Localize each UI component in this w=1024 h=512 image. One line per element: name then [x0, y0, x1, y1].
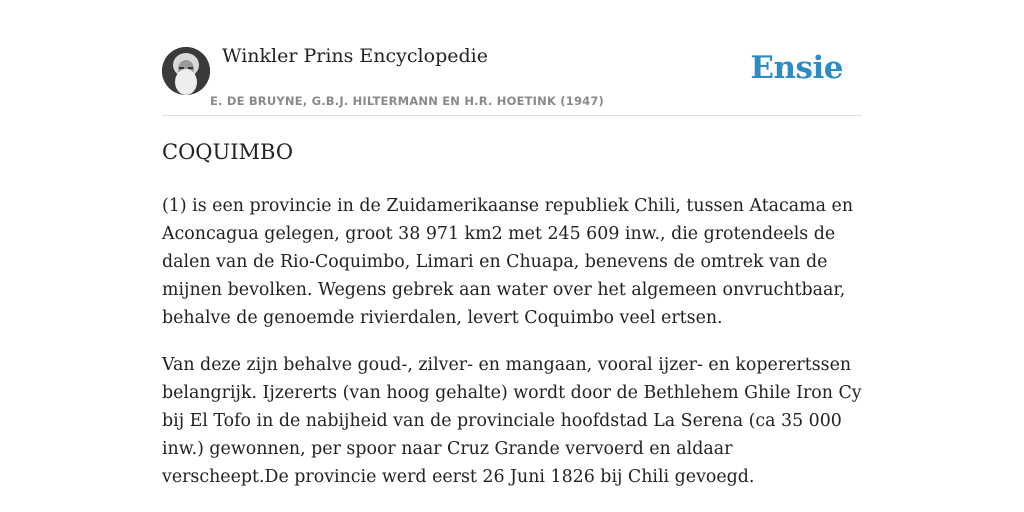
- article-paragraph: (1) is een provincie in de Zuidamerikaanse republiek Chili, tussen Atacama en Aconcagua gelegen, groot 38 971 km2 met 245 609 inw., die grotendeels de dalen van de Rio-Coquimbo, Limari en Chuapa, benevens de omtrek van de mijnen bevolken. Wegens gebrek aan water over het algemeen onvruchtbaar, behalve de genoemde rivierdalen, levert Coquimbo veel ertsen.: [162, 196, 854, 328]
- author-portrait-icon: [162, 47, 210, 95]
- article-title: COQUIMBO: [162, 140, 294, 164]
- article-body: [162, 192, 862, 510]
- authors-line: E. DE BRUYNE, G.B.J. HILTERMANN EN H.R. HOETINK (1947): [210, 94, 605, 108]
- header-divider: [162, 115, 862, 116]
- ensie-logo[interactable]: Ensie: [750, 50, 843, 86]
- publication-title[interactable]: Winkler Prins Encyclopedie: [222, 45, 488, 67]
- article-paragraph: Van deze zijn behalve goud-, zilver- en mangaan, vooral ijzer- en koperertssen belangrijk. Ijzererts (van hoog gehalte) wordt door de Bethlehem Ghile Iron Cy bij El Tofo in de nabijheid van de provinciale hoofdstad La Serena (ca 35 000 inw.) gewonnen, per spoor naar Cruz Grande vervoerd en aldaar verscheept.De provincie werd eerst 26 Juni 1826 bij Chili gevoegd.: [162, 355, 862, 487]
